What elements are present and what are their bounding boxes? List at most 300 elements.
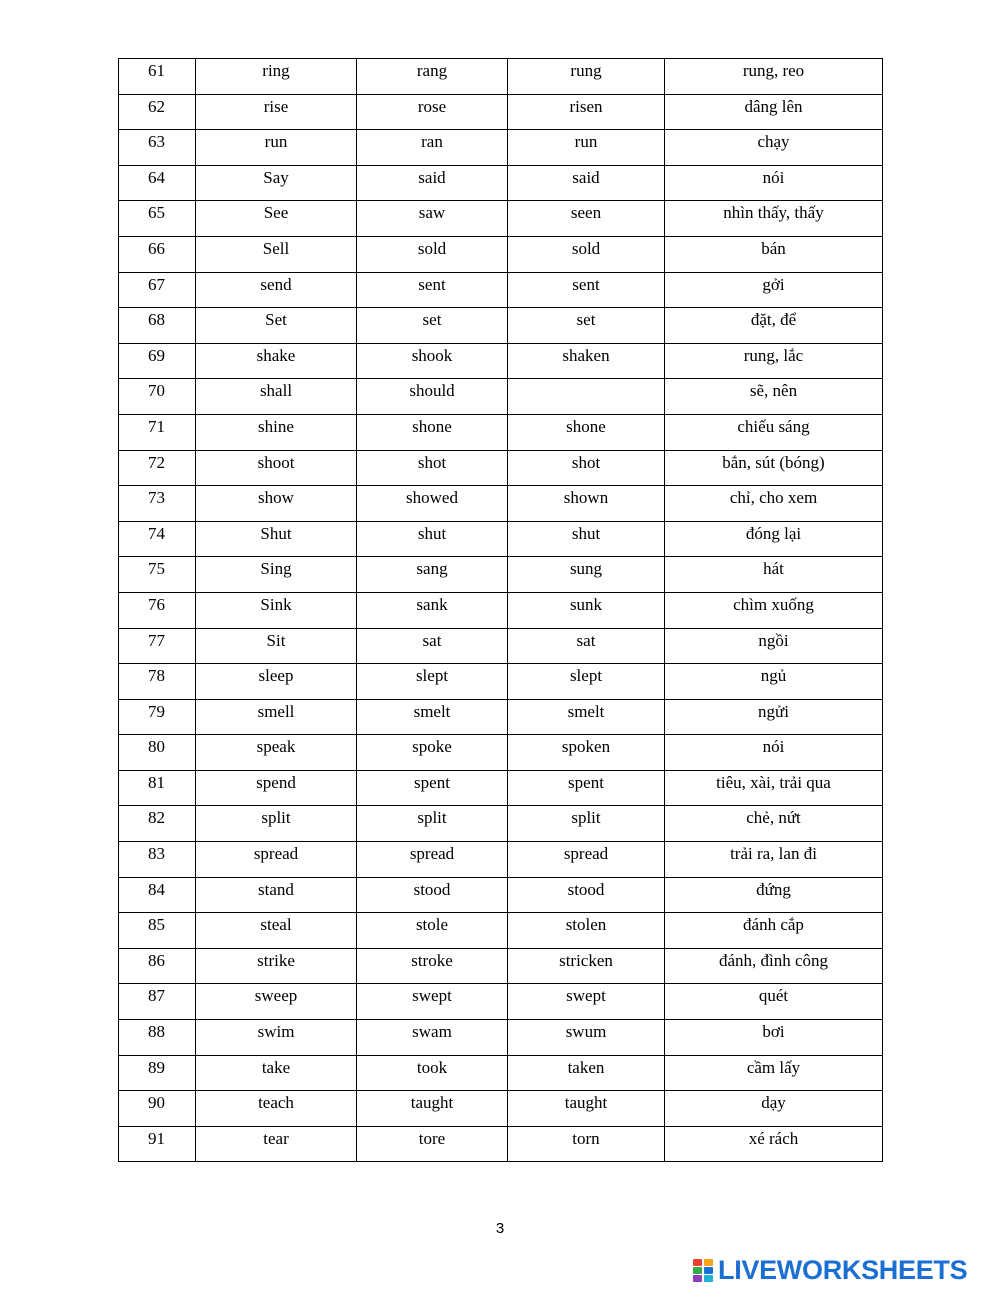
past-participle: swum bbox=[565, 1022, 607, 1042]
past-simple: sang bbox=[416, 559, 448, 579]
past-simple: taught bbox=[410, 1093, 454, 1113]
past-simple: shone bbox=[412, 416, 452, 436]
row-number-cell bbox=[119, 414, 196, 450]
past-simple: should bbox=[409, 381, 455, 401]
base-form: speak bbox=[256, 737, 296, 757]
past-participle-cell bbox=[508, 948, 665, 984]
row-number-cell bbox=[119, 130, 196, 166]
past-simple-cell bbox=[357, 414, 508, 450]
past-participle-cell bbox=[508, 521, 665, 557]
meaning: chẻ, nứt bbox=[746, 808, 801, 828]
meaning-cell bbox=[665, 486, 883, 522]
base-form-cell bbox=[196, 557, 357, 593]
base-form: sweep bbox=[254, 986, 298, 1006]
base-form: send bbox=[260, 274, 292, 294]
meaning: bơi bbox=[762, 1022, 785, 1042]
row-number: 74 bbox=[148, 523, 165, 543]
past-simple: took bbox=[416, 1057, 448, 1077]
row-number-cell bbox=[119, 592, 196, 628]
row-number-cell bbox=[119, 699, 196, 735]
meaning-cell bbox=[665, 948, 883, 984]
meaning: đánh, đình công bbox=[718, 950, 829, 970]
row-number: 70 bbox=[148, 381, 165, 401]
past-participle: spoken bbox=[561, 737, 611, 757]
base-form: smell bbox=[257, 701, 295, 721]
logo-block bbox=[704, 1275, 713, 1282]
meaning: chiếu sáng bbox=[737, 416, 810, 436]
meaning-cell bbox=[665, 521, 883, 557]
row-number-cell bbox=[119, 165, 196, 201]
base-form: Sit bbox=[266, 630, 286, 650]
base-form-cell bbox=[196, 628, 357, 664]
past-participle-cell bbox=[508, 1055, 665, 1091]
row-number-cell bbox=[119, 308, 196, 344]
base-form: shall bbox=[259, 381, 293, 401]
table-row bbox=[119, 842, 883, 878]
past-simple: stood bbox=[413, 879, 451, 899]
table-row bbox=[119, 521, 883, 557]
past-simple-cell bbox=[357, 948, 508, 984]
past-participle-cell bbox=[508, 770, 665, 806]
past-participle: said bbox=[572, 167, 600, 187]
table-row bbox=[119, 1126, 883, 1162]
meaning: trải ra, lan đi bbox=[730, 844, 817, 864]
base-form-cell bbox=[196, 94, 357, 130]
meaning-cell bbox=[665, 806, 883, 842]
meaning: đặt, để bbox=[750, 310, 797, 330]
logo-block bbox=[693, 1267, 702, 1274]
past-simple-cell bbox=[357, 592, 508, 628]
past-simple: shook bbox=[411, 345, 453, 365]
base-form: spend bbox=[256, 772, 296, 792]
table-row bbox=[119, 130, 883, 166]
row-number: 75 bbox=[148, 559, 165, 579]
base-form: show bbox=[258, 488, 294, 508]
verb-table-body bbox=[119, 59, 883, 1162]
past-participle-cell bbox=[508, 806, 665, 842]
past-simple-cell bbox=[357, 1020, 508, 1056]
past-simple-cell bbox=[357, 272, 508, 308]
past-participle: slept bbox=[569, 666, 603, 686]
meaning: đóng lại bbox=[745, 523, 802, 543]
table-row bbox=[119, 877, 883, 913]
past-participle: run bbox=[574, 132, 598, 152]
past-simple-cell bbox=[357, 913, 508, 949]
meaning-cell bbox=[665, 735, 883, 771]
meaning: đứng bbox=[756, 879, 791, 899]
past-simple-cell bbox=[357, 699, 508, 735]
meaning-cell bbox=[665, 842, 883, 878]
past-simple-cell bbox=[357, 877, 508, 913]
row-number-cell bbox=[119, 379, 196, 415]
past-participle-cell bbox=[508, 877, 665, 913]
row-number: 62 bbox=[148, 96, 165, 116]
past-participle: shaken bbox=[562, 345, 610, 365]
meaning-cell bbox=[665, 130, 883, 166]
row-number: 76 bbox=[148, 594, 165, 614]
row-number: 72 bbox=[148, 452, 165, 472]
meaning: rung, lắc bbox=[743, 345, 804, 365]
base-form-cell bbox=[196, 521, 357, 557]
logo-block bbox=[704, 1259, 713, 1266]
past-simple-cell bbox=[357, 628, 508, 664]
past-simple-cell bbox=[357, 842, 508, 878]
meaning: ngửi bbox=[758, 701, 789, 721]
table-row bbox=[119, 308, 883, 344]
row-number: 65 bbox=[148, 203, 165, 223]
past-participle-cell bbox=[508, 984, 665, 1020]
meaning-cell bbox=[665, 236, 883, 272]
past-participle-cell bbox=[508, 130, 665, 166]
meaning-cell bbox=[665, 664, 883, 700]
row-number-cell bbox=[119, 236, 196, 272]
past-participle: sat bbox=[576, 630, 596, 650]
past-participle-cell bbox=[508, 913, 665, 949]
row-number-cell bbox=[119, 877, 196, 913]
past-simple: shut bbox=[417, 523, 447, 543]
base-form-cell bbox=[196, 699, 357, 735]
row-number-cell bbox=[119, 450, 196, 486]
base-form: steal bbox=[260, 915, 292, 935]
row-number: 81 bbox=[148, 772, 165, 792]
past-simple-cell bbox=[357, 236, 508, 272]
table-row bbox=[119, 735, 883, 771]
base-form-cell bbox=[196, 308, 357, 344]
row-number-cell bbox=[119, 1020, 196, 1056]
past-participle-cell bbox=[508, 592, 665, 628]
past-participle: taken bbox=[567, 1057, 605, 1077]
row-number: 89 bbox=[148, 1057, 165, 1077]
past-participle: shot bbox=[571, 452, 601, 472]
past-participle-cell bbox=[508, 735, 665, 771]
base-form-cell bbox=[196, 877, 357, 913]
logo-block bbox=[704, 1267, 713, 1274]
past-simple: saw bbox=[418, 203, 446, 223]
row-number-cell bbox=[119, 1126, 196, 1162]
past-simple: stole bbox=[415, 915, 449, 935]
meaning-cell bbox=[665, 1126, 883, 1162]
meaning-cell bbox=[665, 450, 883, 486]
meaning-cell bbox=[665, 1091, 883, 1127]
row-number: 61 bbox=[148, 61, 165, 80]
past-simple-cell bbox=[357, 557, 508, 593]
base-form-cell bbox=[196, 272, 357, 308]
base-form-cell bbox=[196, 130, 357, 166]
base-form: Sing bbox=[260, 559, 292, 579]
meaning-cell bbox=[665, 343, 883, 379]
meaning: gởi bbox=[762, 274, 785, 294]
base-form-cell bbox=[196, 842, 357, 878]
past-participle-cell bbox=[508, 1091, 665, 1127]
row-number-cell bbox=[119, 770, 196, 806]
base-form-cell bbox=[196, 592, 357, 628]
meaning-cell bbox=[665, 913, 883, 949]
table-row bbox=[119, 664, 883, 700]
base-form: teach bbox=[258, 1093, 294, 1113]
row-number-cell bbox=[119, 343, 196, 379]
past-simple: rang bbox=[416, 61, 448, 80]
base-form: take bbox=[261, 1057, 291, 1077]
past-simple-cell bbox=[357, 1126, 508, 1162]
row-number-cell bbox=[119, 557, 196, 593]
meaning: dạy bbox=[761, 1093, 786, 1113]
past-simple-cell bbox=[357, 165, 508, 201]
meaning: cầm lấy bbox=[746, 1057, 801, 1077]
liveworksheets-logo-icon bbox=[693, 1259, 713, 1282]
past-simple: spread bbox=[409, 844, 455, 864]
page-number: 3 bbox=[495, 1220, 505, 1237]
past-simple-cell bbox=[357, 308, 508, 344]
past-simple: shot bbox=[417, 452, 447, 472]
table-row bbox=[119, 699, 883, 735]
base-form-cell bbox=[196, 414, 357, 450]
row-number: 71 bbox=[148, 416, 165, 436]
meaning: nhìn thấy, thấy bbox=[723, 203, 824, 223]
meaning: bán bbox=[761, 238, 786, 258]
meaning-cell bbox=[665, 1055, 883, 1091]
past-participle-cell bbox=[508, 165, 665, 201]
past-participle-cell bbox=[508, 272, 665, 308]
past-participle: sold bbox=[571, 238, 601, 258]
meaning-cell bbox=[665, 877, 883, 913]
past-participle: rung bbox=[570, 61, 602, 80]
meaning: bắn, sút (bóng) bbox=[722, 452, 825, 472]
base-form-cell bbox=[196, 1126, 357, 1162]
past-simple-cell bbox=[357, 664, 508, 700]
past-simple-cell bbox=[357, 201, 508, 237]
row-number-cell bbox=[119, 272, 196, 308]
past-participle bbox=[508, 379, 664, 382]
past-participle-cell bbox=[508, 59, 665, 95]
row-number-cell bbox=[119, 948, 196, 984]
meaning: chìm xuống bbox=[733, 594, 814, 614]
past-participle-cell bbox=[508, 664, 665, 700]
past-participle-cell bbox=[508, 1126, 665, 1162]
past-participle: sung bbox=[569, 559, 603, 579]
table-row bbox=[119, 1020, 883, 1056]
row-number: 83 bbox=[148, 844, 165, 864]
past-simple: said bbox=[418, 167, 446, 187]
table-row bbox=[119, 343, 883, 379]
table-row bbox=[119, 379, 883, 415]
past-participle-cell bbox=[508, 94, 665, 130]
base-form: tear bbox=[263, 1128, 289, 1148]
row-number-cell bbox=[119, 59, 196, 95]
row-number-cell bbox=[119, 486, 196, 522]
row-number: 91 bbox=[148, 1128, 165, 1148]
table-row bbox=[119, 592, 883, 628]
past-participle-cell bbox=[508, 236, 665, 272]
past-participle-cell bbox=[508, 201, 665, 237]
meaning: nói bbox=[762, 737, 785, 757]
row-number: 64 bbox=[148, 167, 165, 187]
meaning-cell bbox=[665, 557, 883, 593]
base-form-cell bbox=[196, 486, 357, 522]
base-form: shoot bbox=[257, 452, 295, 472]
past-simple-cell bbox=[357, 984, 508, 1020]
table-row bbox=[119, 165, 883, 201]
base-form-cell bbox=[196, 165, 357, 201]
table-row bbox=[119, 1055, 883, 1091]
past-simple-cell bbox=[357, 806, 508, 842]
past-simple-cell bbox=[357, 770, 508, 806]
meaning: rung, reo bbox=[742, 61, 805, 80]
meaning: dâng lên bbox=[744, 96, 803, 116]
meaning: sẽ, nên bbox=[749, 381, 798, 401]
table-row bbox=[119, 272, 883, 308]
past-simple: swam bbox=[412, 1022, 452, 1042]
row-number-cell bbox=[119, 521, 196, 557]
past-participle: stolen bbox=[565, 915, 607, 935]
past-participle-cell bbox=[508, 557, 665, 593]
past-simple-cell bbox=[357, 521, 508, 557]
past-participle-cell bbox=[508, 628, 665, 664]
base-form: run bbox=[264, 132, 288, 152]
base-form: split bbox=[261, 808, 291, 828]
meaning-cell bbox=[665, 201, 883, 237]
past-participle: shone bbox=[566, 416, 606, 436]
table-row bbox=[119, 770, 883, 806]
row-number-cell bbox=[119, 984, 196, 1020]
base-form: See bbox=[263, 203, 289, 223]
base-form-cell bbox=[196, 664, 357, 700]
past-participle-cell bbox=[508, 379, 665, 415]
past-simple: smelt bbox=[413, 701, 451, 721]
meaning-cell bbox=[665, 414, 883, 450]
meaning-cell bbox=[665, 272, 883, 308]
base-form: Shut bbox=[260, 523, 292, 543]
table-row bbox=[119, 913, 883, 949]
row-number: 85 bbox=[148, 915, 165, 935]
table-row bbox=[119, 94, 883, 130]
base-form-cell bbox=[196, 450, 357, 486]
base-form: Say bbox=[263, 167, 289, 187]
logo-block bbox=[693, 1259, 702, 1266]
meaning: quét bbox=[758, 986, 789, 1006]
row-number: 67 bbox=[148, 274, 165, 294]
row-number: 77 bbox=[148, 630, 165, 650]
base-form-cell bbox=[196, 770, 357, 806]
past-participle-cell bbox=[508, 308, 665, 344]
past-simple: sent bbox=[418, 274, 446, 294]
base-form: Set bbox=[265, 310, 287, 330]
base-form: spread bbox=[253, 844, 299, 864]
past-participle: stricken bbox=[559, 950, 613, 970]
row-number: 66 bbox=[148, 238, 165, 258]
base-form-cell bbox=[196, 1091, 357, 1127]
row-number-cell bbox=[119, 628, 196, 664]
past-simple: showed bbox=[406, 488, 458, 508]
past-simple: sold bbox=[417, 238, 447, 258]
past-simple-cell bbox=[357, 343, 508, 379]
base-form: stand bbox=[258, 879, 294, 899]
liveworksheets-logo[interactable] bbox=[693, 1256, 967, 1284]
base-form-cell bbox=[196, 379, 357, 415]
base-form-cell bbox=[196, 343, 357, 379]
meaning: ngủ bbox=[760, 666, 787, 686]
meaning-cell bbox=[665, 984, 883, 1020]
row-number: 78 bbox=[148, 666, 165, 686]
past-participle: sunk bbox=[569, 594, 603, 614]
base-form-cell bbox=[196, 1020, 357, 1056]
past-simple-cell bbox=[357, 379, 508, 415]
meaning-cell bbox=[665, 308, 883, 344]
past-participle-cell bbox=[508, 486, 665, 522]
base-form-cell bbox=[196, 984, 357, 1020]
past-simple-cell bbox=[357, 94, 508, 130]
meaning-cell bbox=[665, 628, 883, 664]
base-form-cell bbox=[196, 59, 357, 95]
table-row bbox=[119, 628, 883, 664]
row-number-cell bbox=[119, 201, 196, 237]
meaning-cell bbox=[665, 94, 883, 130]
past-participle: swept bbox=[566, 986, 606, 1006]
past-simple: slept bbox=[415, 666, 449, 686]
past-participle-cell bbox=[508, 450, 665, 486]
row-number-cell bbox=[119, 664, 196, 700]
past-participle: risen bbox=[569, 96, 603, 116]
meaning-cell bbox=[665, 59, 883, 95]
logo-wordmark: LIVEWORKSHEETS bbox=[718, 1255, 968, 1285]
past-simple: set bbox=[422, 310, 442, 330]
base-form: sleep bbox=[258, 666, 294, 686]
meaning-cell bbox=[665, 1020, 883, 1056]
logo-block bbox=[693, 1275, 702, 1282]
row-number-cell bbox=[119, 1091, 196, 1127]
past-participle-cell bbox=[508, 1020, 665, 1056]
base-form-cell bbox=[196, 201, 357, 237]
past-simple: stroke bbox=[411, 950, 453, 970]
base-form: Sink bbox=[260, 594, 292, 614]
table-row bbox=[119, 486, 883, 522]
row-number: 84 bbox=[148, 879, 165, 899]
base-form: Sell bbox=[262, 238, 290, 258]
row-number: 90 bbox=[148, 1093, 165, 1113]
meaning: tiêu, xài, trải qua bbox=[716, 772, 831, 792]
past-simple-cell bbox=[357, 1091, 508, 1127]
table-row bbox=[119, 236, 883, 272]
past-simple-cell bbox=[357, 486, 508, 522]
table-row bbox=[119, 806, 883, 842]
table-row bbox=[119, 557, 883, 593]
table-row bbox=[119, 59, 883, 95]
meaning: ngồi bbox=[758, 630, 789, 650]
row-number: 68 bbox=[148, 310, 165, 330]
meaning-cell bbox=[665, 770, 883, 806]
row-number: 73 bbox=[148, 488, 165, 508]
past-simple: ran bbox=[421, 132, 443, 152]
base-form-cell bbox=[196, 913, 357, 949]
meaning: chạy bbox=[757, 132, 790, 152]
past-participle: sent bbox=[572, 274, 600, 294]
past-participle: seen bbox=[570, 203, 602, 223]
base-form-cell bbox=[196, 1055, 357, 1091]
row-number: 82 bbox=[148, 808, 165, 828]
past-participle: taught bbox=[564, 1093, 608, 1113]
base-form: strike bbox=[257, 950, 295, 970]
past-simple: sank bbox=[416, 594, 448, 614]
past-participle: shown bbox=[563, 488, 609, 508]
base-form: rise bbox=[263, 96, 289, 116]
base-form-cell bbox=[196, 735, 357, 771]
past-simple-cell bbox=[357, 735, 508, 771]
past-simple: spent bbox=[414, 772, 450, 792]
table-row bbox=[119, 201, 883, 237]
table-row bbox=[119, 450, 883, 486]
base-form: shake bbox=[256, 345, 296, 365]
row-number: 86 bbox=[148, 950, 165, 970]
meaning: nói bbox=[762, 167, 785, 187]
